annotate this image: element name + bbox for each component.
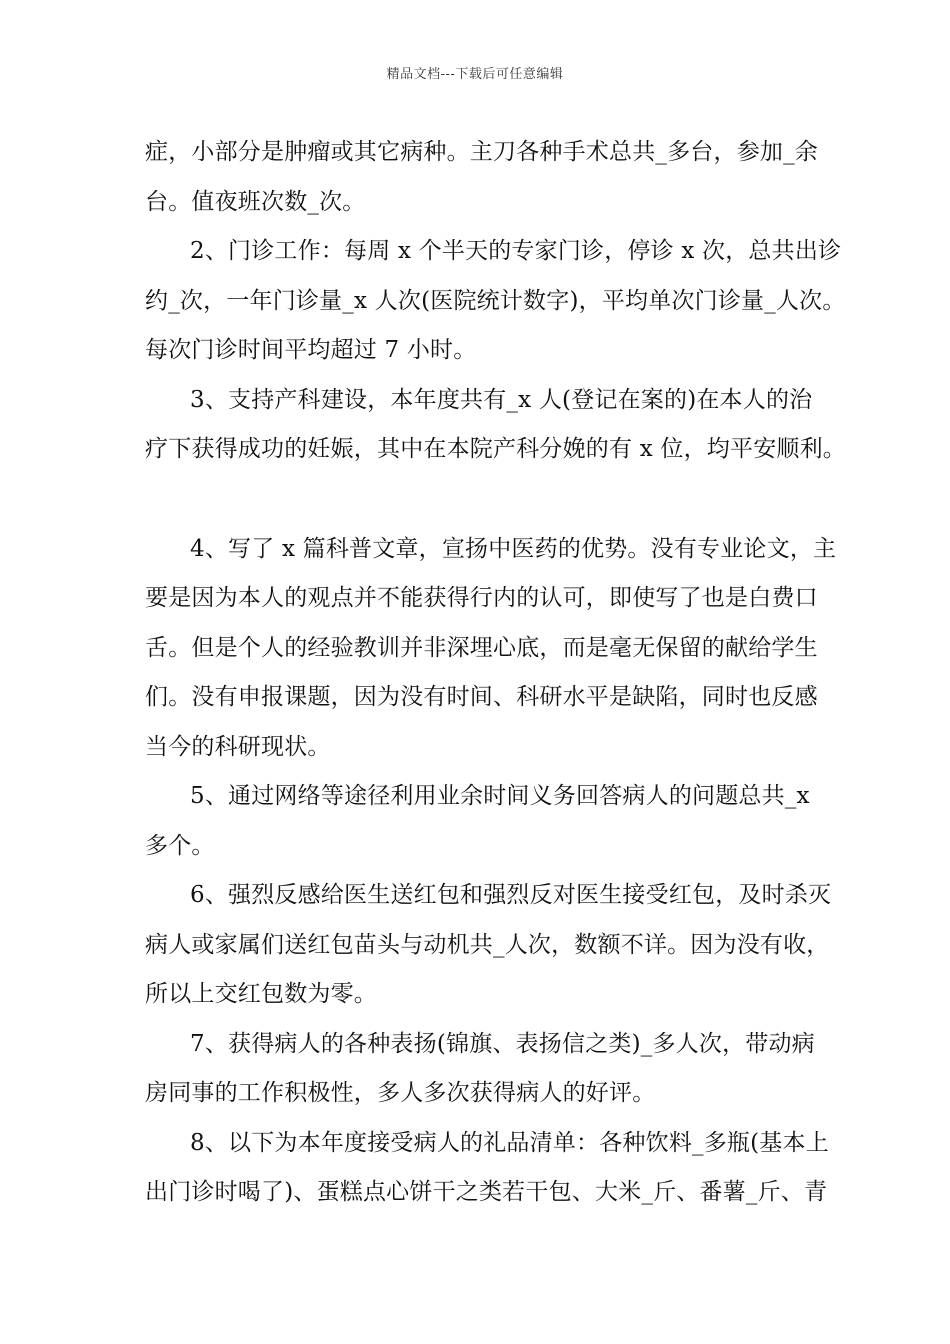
paragraph-1 (145, 132, 825, 231)
text-line: 要是因为本人的观点并不能获得行内的认可，即使写了也是白费口 (145, 585, 818, 611)
paragraph-6 (145, 875, 832, 1024)
paragraph-2 (145, 231, 846, 380)
text-line: 舌。但是个人的经验教训并非深埋心底，而是毫无保留的献给学生 (145, 634, 818, 661)
text-line: 6、强烈反感给医生送红包和强烈反对医生接受红包，及时杀灭 (190, 882, 832, 908)
text-line: 症，小部分是肿瘤或其它病种。主刀各种手术总共_多台，参加_余 (145, 139, 818, 165)
text-line: 7、获得病人的各种表扬(锦旗、表扬信之类)_多人次，带动病 (190, 1030, 815, 1057)
text-line: 多个。 (145, 832, 215, 859)
text-line: 4、写了 x 篇科普文章，宣扬中医药的优势。没有专业论文，主 (190, 535, 837, 562)
paragraph-5 (145, 776, 825, 875)
paragraph-4 (145, 529, 837, 777)
text-line: 3、支持产科建设，本年度共有_x 人(登记在案的)在本人的治 (190, 386, 813, 413)
page-header: 精品文档---下载后可任意编辑 (386, 67, 564, 82)
paragraph-gap (145, 479, 825, 529)
paragraph-8 (145, 1123, 829, 1222)
text-line: 台。值夜班次数_次。 (145, 188, 366, 215)
text-line: 们。没有申报课题，因为没有时间、科研水平是缺陷，同时也反感 (145, 684, 818, 710)
paragraph-7 (145, 1024, 825, 1123)
text-line: 每次门诊时间平均超过 7 小时。 (145, 337, 477, 363)
text-line: 8、以下为本年度接受病人的礼品清单：各种饮料_多瓶(基本上 (190, 1129, 829, 1156)
text-line: 当今的科研现状。 (145, 733, 331, 760)
text-line: 疗下获得成功的妊娠，其中在本院产科分娩的有 x 位，均平安顺利。 (145, 436, 846, 462)
text-line: 约_次，一年门诊量_x 人次(医院统计数字)，平均单次门诊量_人次。 (145, 287, 846, 314)
text-line: 房同事的工作积极性，多人多次获得病人的好评。 (145, 1080, 656, 1106)
text-line: 所以上交红包数为零。 (145, 981, 377, 1007)
text-line: 出门诊时喝了)、蛋糕点心饼干之类若干包、大米_斤、番薯_斤、青 (145, 1179, 828, 1205)
document-body (145, 132, 846, 1222)
text-line: 5、通过网络等途径利用业余时间义务回答病人的问题总共_x (190, 783, 810, 809)
text-line: 病人或家属们送红包苗头与动机共_人次，数额不详。因为没有收， (145, 931, 830, 958)
text-line: 2、门诊工作：每周 x 个半天的专家门诊，停诊 x 次，总共出诊 (190, 238, 842, 264)
paragraph-3 (145, 380, 846, 479)
